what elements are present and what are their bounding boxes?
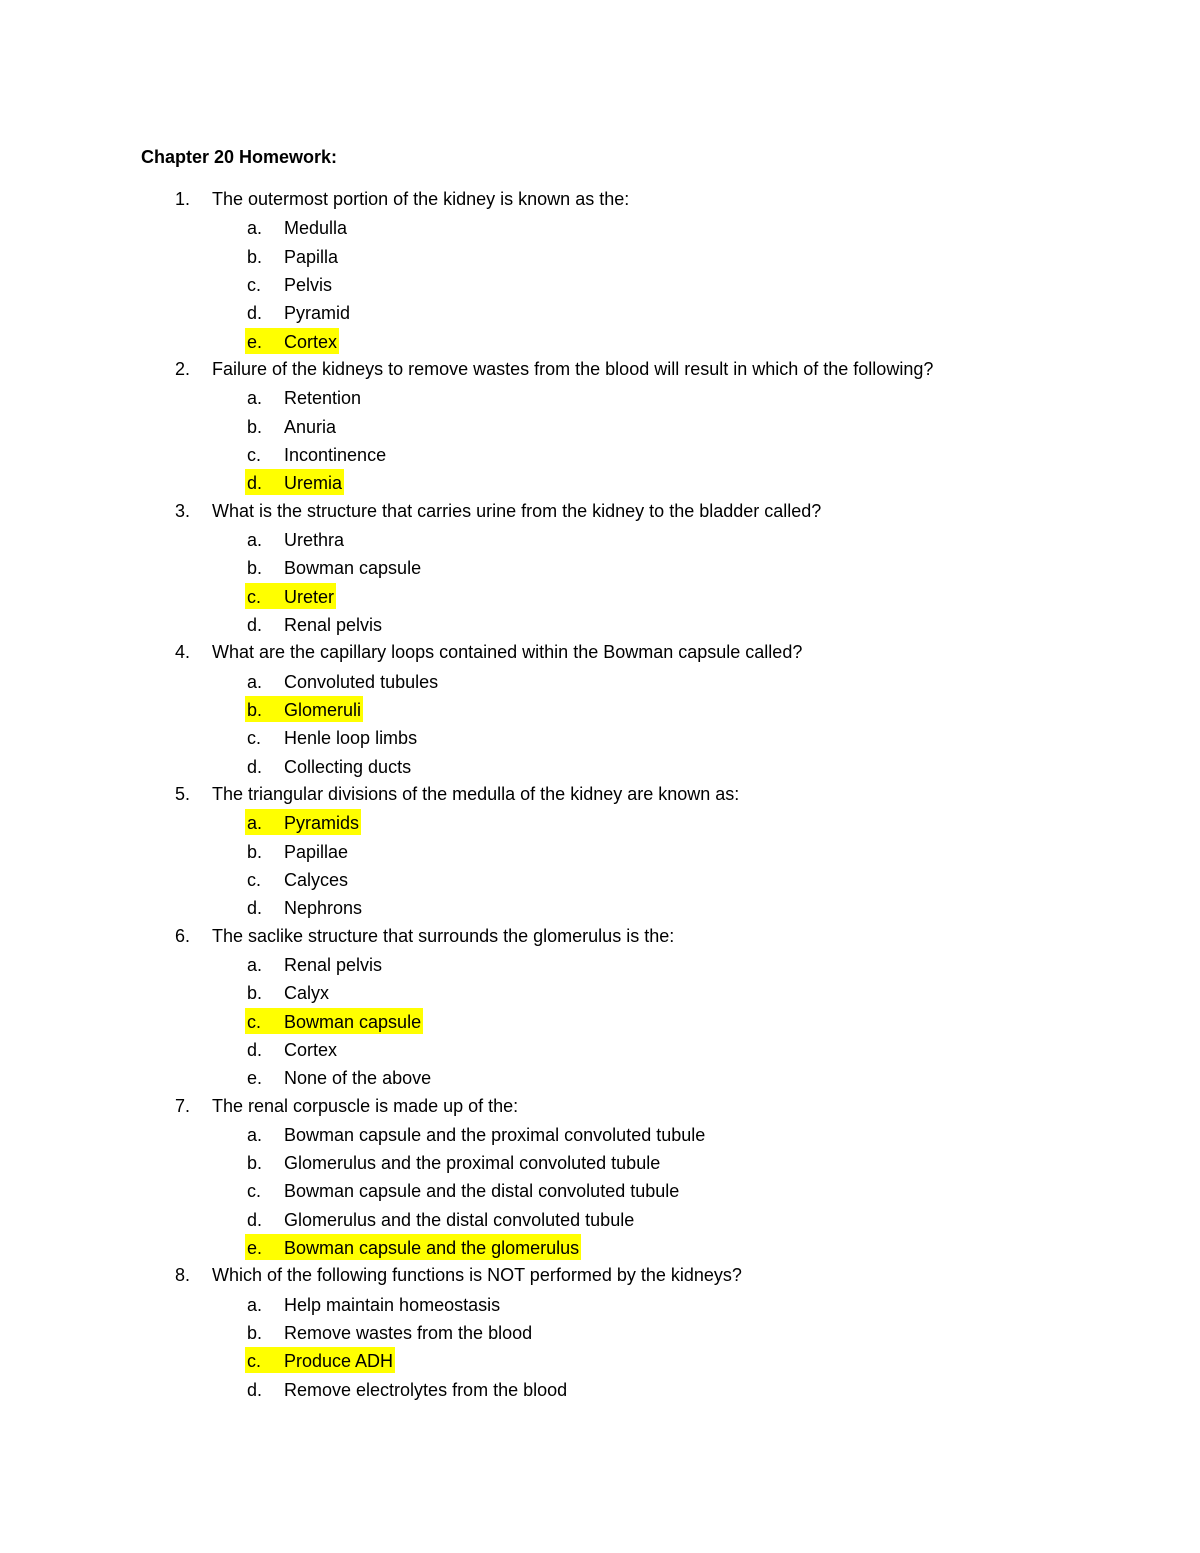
- option-letter: d.: [247, 1209, 263, 1230]
- answer-content: [245, 838, 350, 864]
- option-text: Glomerulus and the proximal convoluted tubule: [284, 1153, 661, 1174]
- option-text: Urethra: [284, 529, 345, 550]
- question-number: 1.: [175, 189, 191, 209]
- question-number: 2.: [175, 358, 191, 379]
- answer-content: [245, 243, 340, 269]
- option-text: Pyramid: [284, 303, 351, 324]
- answer-option: [141, 1035, 1081, 1063]
- option-letter: d.: [247, 473, 263, 494]
- option-letter: a.: [247, 218, 263, 239]
- answer-option: [141, 950, 1081, 978]
- option-letter: c.: [247, 1351, 262, 1372]
- question-text: Failure of the kidneys to remove wastes from the blood will result in which of the following?: [212, 358, 934, 379]
- answer-option-correct: [141, 695, 1081, 723]
- answer-option: [141, 865, 1081, 893]
- option-text: Help maintain homeostasis: [284, 1294, 501, 1315]
- answer-option: [141, 1375, 1081, 1403]
- option-text: Bowman capsule and the distal convoluted tubule: [284, 1181, 680, 1202]
- option-letter: c.: [247, 274, 262, 295]
- option-text: Produce ADH: [284, 1351, 394, 1372]
- answer-content: [245, 866, 350, 892]
- answer-content: [245, 526, 346, 552]
- answer-option: [141, 1205, 1081, 1233]
- option-letter: b.: [247, 1153, 263, 1174]
- question-number: 7.: [175, 1095, 191, 1116]
- answer-option: [141, 667, 1081, 695]
- answer-content: [245, 1036, 339, 1062]
- answer-content: [245, 1319, 534, 1345]
- answer-content: [245, 214, 349, 240]
- answer-option: [141, 752, 1081, 780]
- answer-option: [141, 723, 1081, 751]
- answer-content: [245, 979, 331, 1005]
- option-letter: d.: [247, 898, 263, 919]
- answer-content: [245, 611, 384, 637]
- question-number: 6.: [175, 925, 191, 946]
- answer-highlight: [245, 583, 336, 609]
- option-text: Bowman capsule: [284, 1011, 422, 1032]
- option-text: Remove electrolytes from the blood: [284, 1379, 568, 1400]
- answer-option: [141, 837, 1081, 865]
- option-letter: b.: [247, 983, 263, 1004]
- answer-highlight: [245, 809, 361, 835]
- answer-content: [245, 441, 388, 467]
- option-letter: a.: [247, 1294, 263, 1315]
- question-number: 3.: [175, 500, 191, 521]
- option-text: Uremia: [284, 473, 343, 494]
- option-letter: c.: [247, 728, 262, 749]
- answer-content: [245, 668, 440, 694]
- answer-content: [245, 1206, 636, 1232]
- question-8: [141, 1261, 1081, 1289]
- option-text: Glomeruli: [284, 699, 362, 720]
- option-letter: d.: [247, 303, 263, 324]
- answer-option: [141, 383, 1081, 411]
- option-text: Retention: [284, 388, 362, 409]
- question-text: The saclike structure that surrounds the glomerulus is the:: [212, 925, 675, 946]
- question-list: [141, 185, 1081, 1403]
- answer-option-correct: [141, 468, 1081, 496]
- option-letter: b.: [247, 699, 263, 720]
- answer-highlight: [245, 469, 344, 495]
- option-letter: c.: [247, 444, 262, 465]
- answer-option-correct: [141, 1346, 1081, 1374]
- option-text: Calyx: [284, 983, 330, 1004]
- answer-option: [141, 242, 1081, 270]
- question-7: [141, 1092, 1081, 1120]
- question-text: Which of the following functions is NOT performed by the kidneys?: [212, 1265, 742, 1286]
- option-letter: d.: [247, 1379, 263, 1400]
- answer-highlight: [245, 696, 363, 722]
- answer-option-correct: [141, 582, 1081, 610]
- answer-content: [245, 951, 384, 977]
- question-6: [141, 922, 1081, 950]
- answer-option-correct: [141, 1233, 1081, 1261]
- option-text: Cortex: [284, 331, 338, 352]
- answer-content: [245, 384, 363, 410]
- answer-option: [141, 1148, 1081, 1176]
- question-number: 5.: [175, 783, 191, 804]
- option-text: Bowman capsule and the proximal convoluted tubule: [284, 1124, 706, 1145]
- option-letter: e.: [247, 1238, 263, 1259]
- option-text: Ureter: [284, 586, 335, 607]
- page-title: Chapter 20 Homework:: [141, 147, 338, 167]
- option-text: Calyces: [284, 869, 349, 890]
- answer-content: [245, 1064, 433, 1090]
- question-5: [141, 780, 1081, 808]
- answer-content: [245, 271, 334, 297]
- answer-option: [141, 298, 1081, 326]
- option-text: Pyramids: [284, 813, 360, 834]
- option-letter: b.: [247, 1323, 263, 1344]
- answer-option: [141, 1120, 1081, 1148]
- option-text: Medulla: [284, 218, 348, 239]
- answer-option-correct: [141, 808, 1081, 836]
- answer-option: [141, 1063, 1081, 1091]
- answer-content: [245, 724, 419, 750]
- option-letter: a.: [247, 529, 263, 550]
- answer-option: [141, 412, 1081, 440]
- question-2: [141, 355, 1081, 383]
- option-letter: a.: [247, 954, 263, 975]
- answer-option: [141, 893, 1081, 921]
- answer-highlight: [245, 328, 339, 354]
- option-text: Renal pelvis: [284, 614, 383, 635]
- answer-content: [245, 299, 352, 325]
- question-text: The outermost portion of the kidney is known as the:: [212, 189, 630, 209]
- option-text: Incontinence: [284, 444, 387, 465]
- option-text: Collecting ducts: [284, 756, 412, 777]
- option-text: Cortex: [284, 1039, 338, 1060]
- document-body: [141, 143, 1081, 1403]
- option-letter: d.: [247, 1039, 263, 1060]
- answer-highlight: [245, 1347, 395, 1373]
- option-letter: a.: [247, 813, 263, 834]
- option-letter: e.: [247, 331, 263, 352]
- question-1: [141, 185, 1081, 213]
- answer-option: [141, 525, 1081, 553]
- option-letter: c.: [247, 1011, 262, 1032]
- option-letter: c.: [247, 1181, 262, 1202]
- answer-content: [245, 1177, 681, 1203]
- question-number: 8.: [175, 1265, 191, 1286]
- option-letter: a.: [247, 671, 263, 692]
- option-letter: b.: [247, 841, 263, 862]
- answer-option: [141, 1318, 1081, 1346]
- option-text: Convoluted tubules: [284, 671, 439, 692]
- option-text: Nephrons: [284, 898, 363, 919]
- answer-highlight: [245, 1234, 581, 1260]
- question-4: [141, 638, 1081, 666]
- option-letter: a.: [247, 388, 263, 409]
- answer-content: [245, 554, 423, 580]
- option-letter: c.: [247, 869, 262, 890]
- option-text: Remove wastes from the blood: [284, 1323, 533, 1344]
- option-letter: d.: [247, 756, 263, 777]
- answer-option: [141, 213, 1081, 241]
- answer-option: [141, 553, 1081, 581]
- question-text: The triangular divisions of the medulla of the kidney are known as:: [212, 783, 740, 804]
- option-letter: c.: [247, 586, 262, 607]
- answer-content: [245, 1291, 502, 1317]
- answer-option: [141, 978, 1081, 1006]
- question-text: The renal corpuscle is made up of the:: [212, 1095, 519, 1116]
- answer-content: [245, 1376, 569, 1402]
- option-letter: a.: [247, 1124, 263, 1145]
- answer-option-correct: [141, 327, 1081, 355]
- option-text: Glomerulus and the distal convoluted tubule: [284, 1209, 635, 1230]
- answer-content: [245, 1121, 707, 1147]
- answer-option-correct: [141, 1007, 1081, 1035]
- answer-option: [141, 270, 1081, 298]
- option-text: Henle loop limbs: [284, 728, 418, 749]
- option-letter: b.: [247, 416, 263, 437]
- answer-option: [141, 610, 1081, 638]
- option-text: Papillae: [284, 841, 349, 862]
- answer-content: [245, 413, 338, 439]
- option-text: Renal pelvis: [284, 954, 383, 975]
- option-text: Bowman capsule and the glomerulus: [284, 1238, 580, 1259]
- answer-option: [141, 1176, 1081, 1204]
- option-letter: e.: [247, 1068, 263, 1089]
- option-text: Bowman capsule: [284, 558, 422, 579]
- answer-content: [245, 1149, 662, 1175]
- answer-content: [245, 894, 364, 920]
- option-text: Pelvis: [284, 274, 333, 295]
- question-number: 4.: [175, 642, 191, 663]
- question-text: What is the structure that carries urine from the kidney to the bladder called?: [212, 500, 822, 521]
- answer-highlight: [245, 1008, 423, 1034]
- question-3: [141, 497, 1081, 525]
- option-letter: b.: [247, 558, 263, 579]
- option-text: Papilla: [284, 246, 339, 267]
- option-text: None of the above: [284, 1068, 432, 1089]
- answer-option: [141, 440, 1081, 468]
- option-letter: d.: [247, 614, 263, 635]
- option-letter: b.: [247, 246, 263, 267]
- answer-option: [141, 1290, 1081, 1318]
- option-text: Anuria: [284, 416, 337, 437]
- answer-content: [245, 753, 413, 779]
- question-text: What are the capillary loops contained within the Bowman capsule called?: [212, 642, 803, 663]
